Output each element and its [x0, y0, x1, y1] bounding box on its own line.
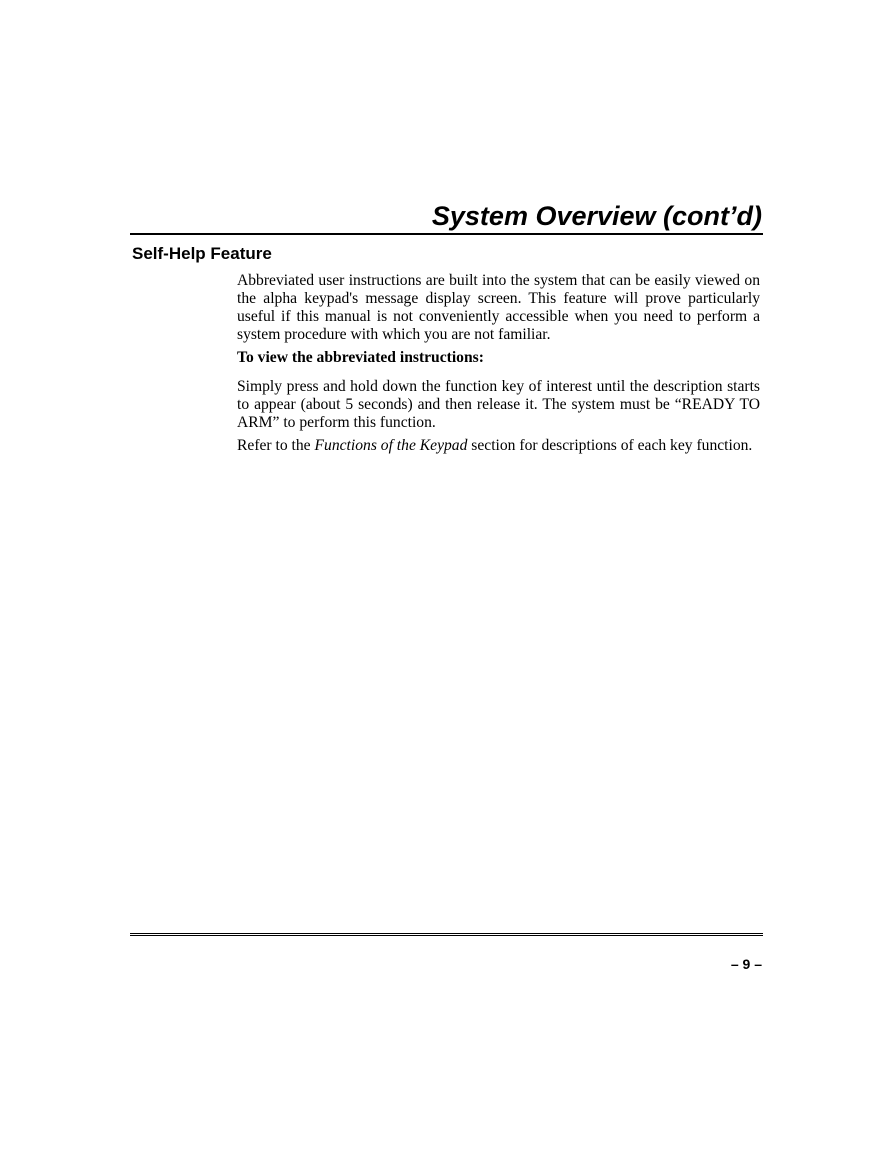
reference-text-before: Refer to the [237, 437, 315, 454]
footer-rule [130, 933, 763, 936]
title-rule [130, 233, 763, 235]
reference-paragraph [237, 437, 760, 455]
intro-paragraph: Abbreviated user instructions are built into the system that can be easily viewed on the alpha keypad's message display screen. This feature will prove particularly useful if this manual is not conveniently accessible when you need to perform a system procedure with which you are not familiar. [237, 272, 760, 343]
page-number: – 9 – [730, 956, 762, 972]
page-title: System Overview (cont’d) [431, 201, 762, 231]
section-heading: Self-Help Feature [132, 244, 272, 263]
keypad-functions-reference: Functions of the Keypad [314, 437, 468, 454]
instructions-paragraph: Simply press and hold down the function key of interest until the description starts to appear (about 5 seconds) and then release it. The system must be “READY TO ARM” to perform this function. [237, 378, 760, 431]
section-body [237, 272, 760, 460]
reference-text-after: section for descriptions of each key function. [467, 437, 753, 454]
instructions-subheading: To view the abbreviated instructions: [237, 349, 484, 366]
